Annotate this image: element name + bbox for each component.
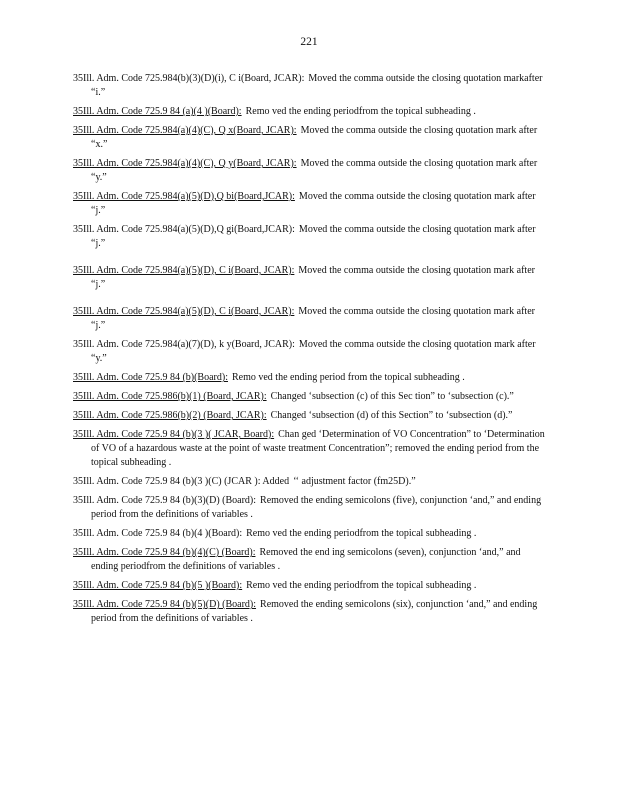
- entry-citation: 35Ill. Adm. Code 725.984(a)(5)(D), C i(Board, JCAR):: [73, 306, 295, 317]
- entry-description: Remo ved the ending period from the topical subheading .: [231, 372, 465, 383]
- entry-description: Moved the comma outside the closing quotation mark after “j.”: [91, 306, 535, 331]
- errata-entry: [73, 190, 545, 218]
- entry-citation: 35Ill. Adm. Code 725.9 84 (b)(3 )(C) (JCAR ): Added: [73, 476, 290, 487]
- entry-citation: 35Ill. Adm. Code 725.986(b)(1) (Board, JCAR):: [73, 391, 267, 402]
- errata-entry: [73, 124, 545, 152]
- entry-citation: 35Ill. Adm. Code 725.9 84 (b)(3 )( JCAR, Board):: [73, 429, 275, 440]
- entry-description: Remo ved the ending periodfrom the topical subheading .: [246, 580, 477, 591]
- entry-citation: 35Ill. Adm. Code 725.9 84 (b)(3)(D) (Board):: [73, 495, 257, 506]
- errata-entry: [73, 598, 545, 626]
- entry-description: Changed ‘subsection (d) of this Section” to ‘subsection (d).”: [270, 410, 513, 421]
- entry-description: Moved the comma outside the closing quotation mark after “j.”: [91, 224, 536, 249]
- entry-description: Moved the comma outside the closing quotation mark after “y.”: [91, 339, 536, 364]
- entry-description: Removed the end ing semicolons (seven), conjunction ‘and,” and ending periodfrom the definitions of variables .: [91, 547, 521, 572]
- entry-citation: 35Ill. Adm. Code 725.984(a)(5)(D), C i(Board, JCAR):: [73, 265, 295, 276]
- entry-description: Chan ged ‘Determination of VO Concentration” to ‘Determination of VO of a hazardous waste at the point of waste treatment Concentration”; removed the ending period from the topical subheading .: [91, 429, 545, 468]
- errata-entry: [73, 409, 545, 423]
- entry-description: Moved the comma outside the closing quotation mark after “j.”: [91, 191, 536, 216]
- errata-entry: [73, 223, 545, 251]
- errata-entry: [73, 338, 545, 366]
- errata-entry: [73, 72, 545, 100]
- page-number: 221: [300, 36, 318, 48]
- errata-entry: [73, 428, 545, 470]
- errata-list: [73, 72, 545, 631]
- errata-entry: [73, 475, 545, 489]
- entry-description: Remo ved the ending periodfrom the topical subheading .: [245, 106, 476, 117]
- entry-citation: 35Ill. Adm. Code 725.9 84 (b)(5 )(Board):: [73, 580, 243, 591]
- entry-citation: 35Ill. Adm. Code 725.984(a)(7)(D), k y(Board, JCAR):: [73, 339, 295, 350]
- entry-description: Remo ved the ending periodfrom the topical subheading .: [246, 528, 477, 539]
- entry-citation: 35Ill. Adm. Code 725.9 84 (b)(Board):: [73, 372, 228, 383]
- entry-description: Removed the ending semicolons (five), conjunction ‘and,” and ending period from the definitions of variables .: [91, 495, 542, 520]
- entry-citation: 35Ill. Adm. Code 725.9 84 (b)(5)(D) (Board):: [73, 599, 257, 610]
- errata-entry: [73, 390, 545, 404]
- entry-description: Removed the ending semicolons (six), conjunction ‘and,” and ending period from the definitions of variables .: [91, 599, 538, 624]
- entry-citation: 35Ill. Adm. Code 725.9 84 (b)(4 )(Board):: [73, 528, 243, 539]
- errata-entry: [73, 494, 545, 522]
- errata-entry: [73, 546, 545, 574]
- errata-entry: [73, 105, 545, 119]
- entry-citation: 35Ill. Adm. Code 725.984(a)(5)(D),Q bi(Board,JCAR):: [73, 191, 295, 202]
- errata-entry: [73, 157, 545, 185]
- entry-description: Moved the comma outside the closing quotation markafter “i.”: [91, 73, 543, 98]
- entry-citation: 35Ill. Adm. Code 725.984(b)(3)(D)(i), C i(Board, JCAR):: [73, 73, 305, 84]
- errata-entry: [73, 305, 545, 333]
- entry-citation: 35Ill. Adm. Code 725.9 84 (b)(4)(C) (Board):: [73, 547, 256, 558]
- entry-citation: 35Ill. Adm. Code 725.986(b)(2) (Board, JCAR):: [73, 410, 267, 421]
- entry-description: Moved the comma outside the closing quotation mark after “x.”: [91, 125, 538, 150]
- entry-citation: 35Ill. Adm. Code 725.984(a)(4)(C), Q y(Board, JCAR):: [73, 158, 297, 169]
- entry-description: Moved the comma outside the closing quotation mark after “j.”: [91, 265, 535, 290]
- entry-description: ‘‘ adjustment factor (fm25D).”: [293, 476, 416, 487]
- entry-citation: 35Ill. Adm. Code 725.9 84 (a)(4 )(Board):: [73, 106, 242, 117]
- entry-description: Changed ‘subsection (c) of this Sec tion” to ‘subsection (c).”: [270, 391, 514, 402]
- entry-citation: 35Ill. Adm. Code 725.984(a)(5)(D),Q gi(Board,JCAR):: [73, 224, 295, 235]
- errata-entry: [73, 579, 545, 593]
- errata-entry: [73, 264, 545, 292]
- entry-citation: 35Ill. Adm. Code 725.984(a)(4)(C), Q x(Board, JCAR):: [73, 125, 297, 136]
- errata-entry: [73, 527, 545, 541]
- entry-description: Moved the comma outside the closing quotation mark after “y.”: [91, 158, 538, 183]
- errata-entry: [73, 371, 545, 385]
